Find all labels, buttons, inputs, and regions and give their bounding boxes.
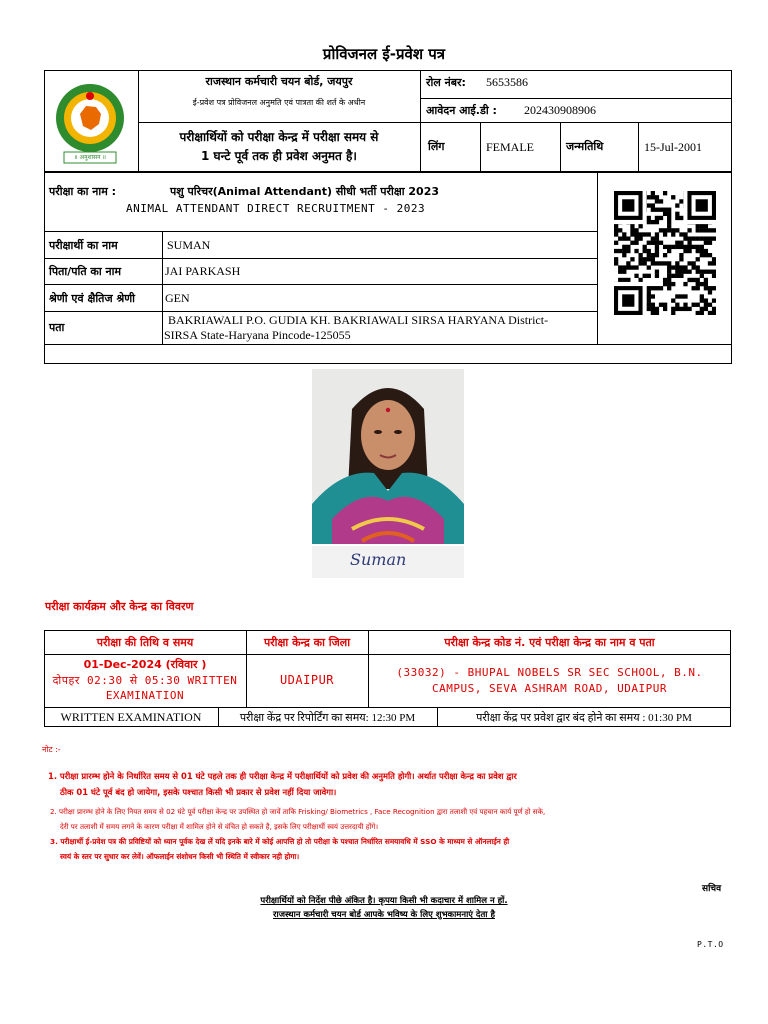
exam-district: UDAIPUR xyxy=(279,673,335,687)
father-name-label: पिता/पति का नाम xyxy=(49,265,122,278)
application-id-value: 202430908906 xyxy=(524,103,596,117)
father-name-value: JAI PARKASH xyxy=(165,264,241,278)
exam-time xyxy=(44,673,246,688)
category-label: श्रेणी एवं क्षैतिज श्रेणी xyxy=(49,292,136,305)
exam-name-hindi: पशु परिचर(Animal Attendant) सीधी भर्ती परीक्षा 2023 xyxy=(170,185,440,198)
note-2-line-2: देरी पर तलाशी में समय लगने के कारण परीक्षा में शामिल होने से वंचित हो सकते है, इसके लिए परीक्षार्थी स्वयं उत्तरदायी होंगे। xyxy=(60,822,379,831)
gender-value: FEMALE xyxy=(486,140,534,154)
address-line-1: BAKRIAWALI P.O. GUDIA KH. BAKRIAWALI SIRSA HARYANA District- xyxy=(168,313,549,327)
note-1-line-1: 1. परीक्षा प्रारम्भ होने के निर्धारित समय से 01 घंटे पहले तक ही परीक्षा केन्द्र में परीक्षार्थियों को प्रवेश की अनुमति होगी। अर्थात परीक्षा केन्द्र का प्रवेश द्वार xyxy=(48,771,517,781)
gate-close-time: परीक्षा केंद्र पर प्रवेश द्वार बंद होने का समय : 01:30 PM xyxy=(476,712,692,724)
note-3-line-1: 3. परीक्षार्थी ई-प्रवेश पत्र की प्रविष्टियों को ध्यान पूर्वक देख लें यदि इनके बारे में कोई आपत्ति हो तो परीक्षा के पश्चात निर्धारित समयावधि में SSO के माध्यम से ऑनलाईन ही xyxy=(50,837,510,846)
exam-center-line-1: (33032) - BHUPAL NOBELS SR SEC SCHOOL, B.N. xyxy=(396,666,703,679)
org-subtitle: ई-प्रवेश पत्र प्रोविजनल अनुमति एवं पात्रता की शर्त के अधीन xyxy=(192,98,366,107)
exam-center-line-2: CAMPUS, SEVA ASHRAM ROAD, UDAIPUR xyxy=(431,682,668,695)
category-value: GEN xyxy=(165,291,190,305)
col-header-district: परीक्षा केन्द्र का जिला xyxy=(263,636,351,649)
exam-mode: EXAMINATION xyxy=(105,689,185,702)
secretary-label: सचिव xyxy=(702,884,722,894)
notes-label: नोट :- xyxy=(42,745,61,754)
signature-box xyxy=(312,546,464,578)
footer-wishes: राजस्थान कर्मचारी चयन बोर्ड आपके भविष्य के लिए शुभकामनाएं देता है xyxy=(273,910,495,920)
candidate-name-value: SUMAN xyxy=(167,238,211,252)
rssb-logo xyxy=(46,76,134,166)
entry-notice-2: 1 घन्टे पूर्व तक ही प्रवेश अनुमत है। xyxy=(201,149,357,163)
entry-notice-1: परीक्षार्थियों को परीक्षा केन्द्र में परीक्षा समय से xyxy=(179,130,379,144)
pto-label: P.T.O xyxy=(697,940,724,949)
address-line-2: SIRSA State-Haryana Pincode-125055 xyxy=(164,328,351,342)
col-header-center: परीक्षा केन्द्र कोड नं. एवं परीक्षा केन्द्र का नाम व पता xyxy=(444,636,655,649)
footer-instruction: परीक्षार्थियों को निर्देश पीछे अंकित है। कृपया किसी भी कदाचार में शामिल न हों. xyxy=(260,896,508,906)
candidate-name-label: परीक्षार्थी का नाम xyxy=(49,239,118,252)
col-header-date: परीक्षा की तिथि व समय xyxy=(96,636,194,649)
candidate-signature: Suman xyxy=(350,550,407,569)
address-label: पता xyxy=(49,321,65,334)
qr-code xyxy=(614,191,716,315)
note-2-line-1: 2. परीक्षा प्रारम्भ होने के लिए नियत समय से 02 घंटे पूर्व परीक्षा केन्द्र पर उपस्थित हो जावें ताकि Frisking/ Biometrics , Face Recognition द्वारा तलाशी एवं पहचान कार्य पूर्ण हो सके, xyxy=(50,807,546,816)
gender-label: लिंग xyxy=(428,140,445,153)
dob-label: जन्मतिथि xyxy=(566,140,604,153)
exam-name-english: ANIMAL ATTENDANT DIRECT RECRUITMENT - 2023 xyxy=(126,202,426,215)
dob-value: 15-Jul-2001 xyxy=(644,140,702,154)
exam-type: WRITTEN EXAMINATION xyxy=(60,710,202,724)
roll-value: 5653586 xyxy=(486,75,528,89)
exam-date: 01-Dec-2024 (रविवार ) xyxy=(83,658,207,671)
schedule-section-title: परीक्षा कार्यक्रम और केन्द्र का विवरण xyxy=(45,600,194,613)
org-name: राजस्थान कर्मचारी चयन बोर्ड, जयपुर xyxy=(205,75,353,88)
candidate-photo xyxy=(312,369,464,544)
exam-name-label: परीक्षा का नाम : xyxy=(49,185,117,198)
page-title: प्रोविजनल ई-प्रवेश पत्र xyxy=(322,45,446,63)
note-3-line-2: स्वयं के स्तर पर सुधार कर लेवें। ऑफलाईन संशोधन किसी भी स्थिति में स्वीकार नही होगा। xyxy=(60,852,300,861)
note-1-line-2: ठीक 01 घंटे पूर्व बंद हो जायेगा, इसके पश्चात किसी भी प्रकार से प्रवेश नहीं दिया जावेगा। xyxy=(60,787,337,797)
logo-caption: ॥ अनुशासन ॥ xyxy=(74,154,106,161)
application-id-label: आवेदन आई.डी : xyxy=(426,104,497,117)
roll-label: रोल नंबर: xyxy=(426,76,466,89)
exam-time-text: दोपहर 02:30 से 05:30 WRITTEN xyxy=(52,674,238,687)
reporting-time: परीक्षा केंद्र पर रिपोर्टिंग का समय: 12:30 PM xyxy=(239,712,416,724)
